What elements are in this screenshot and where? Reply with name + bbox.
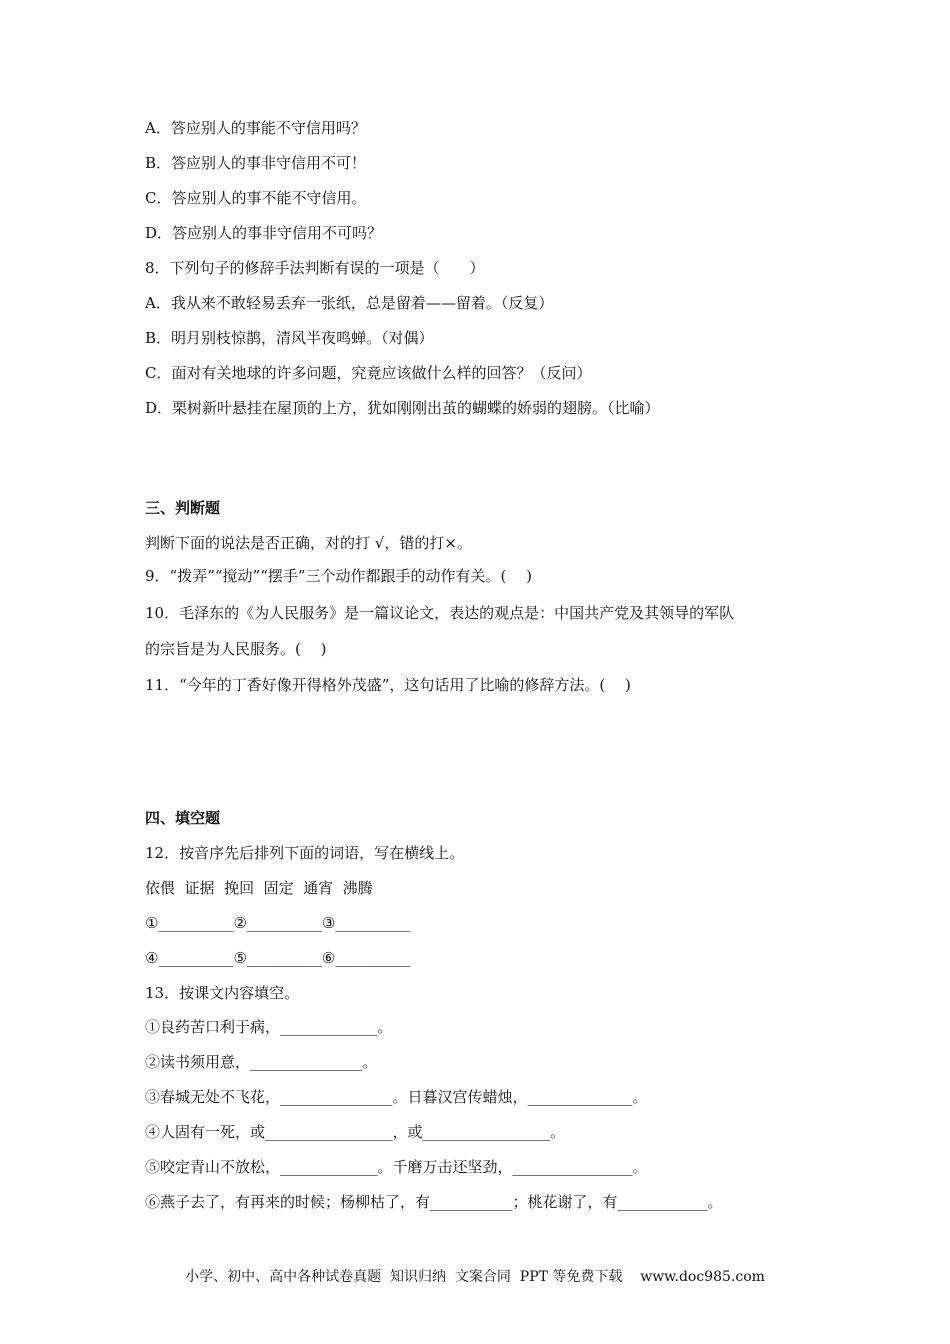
- q13-stem: 13．按课文内容填空。: [145, 984, 300, 1002]
- q11: 11．“今年的丁香好像开得格外茂盛”，这句话用了比喻的修辞方法。( ): [145, 676, 631, 694]
- q10-line2: 的宗旨是为人民服务。( ): [145, 640, 327, 658]
- q13-item-2: ②读书须用意，_______________。: [145, 1053, 378, 1071]
- q7-option-b: B．答应别人的事非守信用不可！: [145, 154, 367, 172]
- q13-item-1: ①良药苦口利于病，_____________。: [145, 1018, 393, 1036]
- q7-option-c: C．答应别人的事不能不守信用。: [145, 189, 367, 207]
- section3-title: 三、判断题: [145, 499, 221, 517]
- q7-option-a: A．答应别人的事能不守信用吗？: [145, 119, 366, 137]
- q12-blanks-row1: ①__________②__________③__________: [145, 914, 411, 932]
- q13-item-6: ⑥燕子去了，有再来的时候；杨柳枯了，有___________；桃花谢了，有____________。: [145, 1193, 723, 1211]
- q12-stem: 12．按音序先后排列下面的词语，写在横线上。: [145, 844, 465, 862]
- q8-option-d: D．栗树新叶悬挂在屋顶的上方，犹如刚刚出茧的蝴蝶的娇弱的翅膀。（比喻）: [145, 399, 660, 417]
- q7-option-d: D．答应别人的事非守信用不可吗？: [145, 224, 383, 242]
- section3-instruction: 判断下面的说法是否正确，对的打 √，错的打×。: [145, 534, 472, 552]
- q13-item-5: ⑤咬定青山不放松，_____________。千磨万击还坚劲，________________。: [145, 1158, 648, 1176]
- q8-option-a: A．我从来不敢轻易丢弃一张纸，总是留着——留着。（反复）: [145, 294, 554, 312]
- q8-option-b: B．明月别枝惊鹊，清风半夜鸣蝉。（对偶）: [145, 329, 434, 347]
- section4-title: 四、填空题: [145, 809, 221, 827]
- q12-words: 依偎 证据 挽回 固定 通宵 沸腾: [145, 879, 373, 897]
- q9: 9．“拨弄”“搅动”“摆手”三个动作都跟手的动作有关。( ): [145, 567, 533, 585]
- q10-line1: 10．毛泽东的《为人民服务》是一篇议论文，表达的观点是：中国共产党及其领导的军队: [145, 604, 735, 622]
- q12-blanks-row2: ④__________⑤__________⑥__________: [145, 949, 411, 967]
- page-footer: 小学、初中、高中各种试卷真题 知识归纳 文案合同 PPT 等免费下载 www.doc985.com: [185, 1269, 765, 1285]
- q13-item-4: ④人固有一死，或_________________，或_________________。: [145, 1123, 566, 1141]
- q8-stem: 8．下列句子的修辞手法判断有误的一项是（ ）: [145, 259, 485, 277]
- q13-item-3: ③春城无处不飞花，_______________。日暮汉宫传蜡烛，______________。: [145, 1088, 648, 1106]
- q8-option-c: C．面对有关地球的许多问题，究竟应该做什么样的回答？（反问）: [145, 364, 592, 382]
